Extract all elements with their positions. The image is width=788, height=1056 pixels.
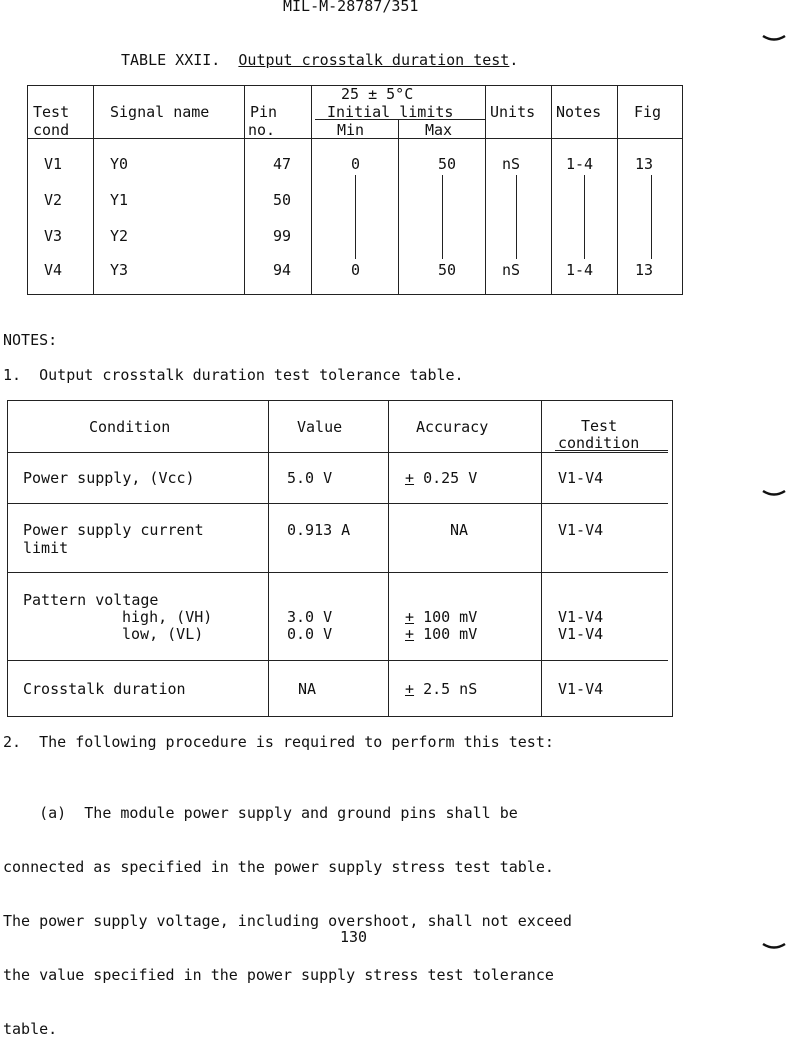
header-units: Units	[490, 103, 536, 121]
note-1: 1. Output crosstalk duration test tolerance table.	[3, 366, 464, 384]
cell-pin: 99	[273, 227, 292, 245]
paragraph-line: The power supply voltage, including overshoot, shall not exceed	[3, 912, 572, 930]
header-fig: Fig	[634, 103, 662, 121]
col-divider	[93, 85, 94, 295]
ditto-line	[651, 175, 652, 259]
scan-mark-icon	[762, 34, 786, 42]
document-id: MIL-M-28787/351	[283, 0, 419, 15]
cell-test: V1-V4	[558, 521, 604, 539]
plus-minus-sign: +	[405, 625, 415, 643]
value-line: 3.0 V	[287, 608, 333, 626]
header-min: Min	[337, 121, 365, 139]
header-test: Test	[581, 417, 618, 435]
table-bottom-rule	[27, 294, 683, 295]
paragraph-line: the value specified in the power supply stress test tolerance	[3, 966, 554, 984]
header-condition: Condition	[89, 418, 171, 436]
col-divider	[244, 85, 245, 295]
cell-signal: Y3	[110, 261, 129, 279]
cell-cond: V3	[44, 227, 63, 245]
col-divider	[672, 400, 673, 717]
cell-condition: Crosstalk duration	[23, 680, 186, 698]
accuracy-value: 0.25 V	[423, 469, 478, 487]
accuracy-value: 2.5 nS	[423, 680, 478, 698]
col-divider	[551, 85, 552, 295]
condition-line: Pattern voltage	[23, 591, 159, 609]
test-line: V1-V4	[558, 608, 604, 626]
table-bottom-rule	[7, 716, 673, 717]
cell-signal: Y2	[110, 227, 129, 245]
ditto-line	[442, 175, 443, 259]
header-value: Value	[297, 418, 343, 436]
scan-mark-icon	[762, 489, 786, 497]
cell-value	[287, 609, 332, 643]
table-caption-prefix: TABLE XXII.	[121, 51, 221, 69]
accuracy-value: 100 mV	[423, 625, 478, 643]
cell-fig: 13	[635, 261, 654, 279]
cell-cond: V1	[44, 155, 63, 173]
header-test-cond	[33, 103, 69, 139]
table-caption-title: Output crosstalk duration test	[238, 51, 510, 69]
cell-cond: V4	[44, 261, 63, 279]
cell-max: 50	[438, 261, 457, 279]
table-caption-suffix: .	[509, 51, 519, 69]
cell-value: 0.913 A	[287, 521, 351, 539]
cell-signal: Y0	[110, 155, 129, 173]
header-pin-no	[248, 103, 277, 139]
row-rule	[7, 503, 668, 504]
cell-min: 0	[351, 261, 361, 279]
header-cond: cond	[33, 121, 70, 139]
header-signal-name: Signal name	[110, 103, 210, 121]
condition-line: limit	[23, 539, 69, 557]
cell-condition	[23, 592, 212, 643]
header-max: Max	[425, 121, 453, 139]
header-pin: Pin	[250, 103, 278, 121]
cell-pin: 47	[273, 155, 292, 173]
col-divider	[7, 400, 8, 717]
col-divider	[485, 85, 486, 295]
ditto-line	[584, 175, 585, 259]
cell-notes: 1-4	[566, 261, 594, 279]
col-divider	[541, 400, 542, 717]
ditto-line	[516, 175, 517, 259]
table-caption	[121, 51, 518, 69]
header-initial-limits: Initial limits	[327, 103, 454, 121]
plus-minus-sign: +	[405, 608, 415, 626]
header-accuracy: Accuracy	[416, 418, 489, 436]
accuracy-value: 100 mV	[423, 608, 478, 626]
cell-min: 0	[351, 155, 361, 173]
note-2: 2. The following procedure is required to perform this test:	[3, 733, 554, 751]
cell-test: V1-V4	[558, 469, 604, 487]
col-divider	[617, 85, 618, 295]
cell-accuracy	[405, 609, 477, 643]
col-divider	[682, 85, 683, 295]
condition-line: high, (VH)	[122, 608, 213, 626]
header-condition-word: condition	[558, 434, 640, 452]
cell-test: V1-V4	[558, 680, 604, 698]
plus-minus-sign: +	[405, 680, 415, 698]
row-rule	[7, 572, 668, 573]
cell-units: nS	[502, 261, 521, 279]
cell-notes: 1-4	[566, 155, 594, 173]
cell-condition: Power supply, (Vcc)	[23, 469, 195, 487]
table-top-rule	[7, 400, 673, 401]
test-line: V1-V4	[558, 625, 604, 643]
paragraph-line: table.	[3, 1020, 58, 1038]
row-rule	[7, 660, 668, 661]
header-no: no.	[248, 121, 276, 139]
cell-pin: 50	[273, 191, 292, 209]
header-test-condition	[558, 418, 639, 452]
header-temperature: 25 ± 5°C	[341, 85, 414, 103]
scan-mark-icon	[762, 942, 786, 950]
condition-line: Power supply current	[23, 521, 204, 539]
cell-accuracy	[405, 680, 477, 698]
notes-heading: NOTES:	[3, 331, 58, 349]
col-divider	[311, 85, 312, 295]
row-rule	[7, 452, 668, 453]
paragraph-a	[3, 768, 572, 1056]
header-test: Test	[33, 103, 70, 121]
cell-pin: 94	[273, 261, 292, 279]
plus-minus-sign: +	[405, 469, 415, 487]
cell-units: nS	[502, 155, 521, 173]
condition-line: low, (VL)	[122, 625, 204, 643]
page-number: 130	[340, 928, 368, 946]
cell-test	[558, 609, 603, 643]
cell-signal: Y1	[110, 191, 129, 209]
cell-value: 5.0 V	[287, 469, 333, 487]
cell-fig: 13	[635, 155, 654, 173]
header-notes: Notes	[556, 103, 602, 121]
col-divider	[398, 119, 399, 295]
value-line: 0.0 V	[287, 625, 333, 643]
ditto-line	[355, 175, 356, 259]
cell-accuracy: NA	[450, 521, 469, 539]
cell-condition	[23, 521, 204, 557]
col-divider	[268, 400, 269, 717]
cell-cond: V2	[44, 191, 63, 209]
paragraph-line: (a) The module power supply and ground pins shall be	[3, 804, 518, 822]
cell-max: 50	[438, 155, 457, 173]
cell-value: NA	[298, 680, 317, 698]
cell-accuracy	[405, 469, 477, 487]
paragraph-line: connected as specified in the power supply stress test table.	[3, 858, 554, 876]
col-divider	[388, 400, 389, 717]
col-divider	[27, 85, 28, 295]
